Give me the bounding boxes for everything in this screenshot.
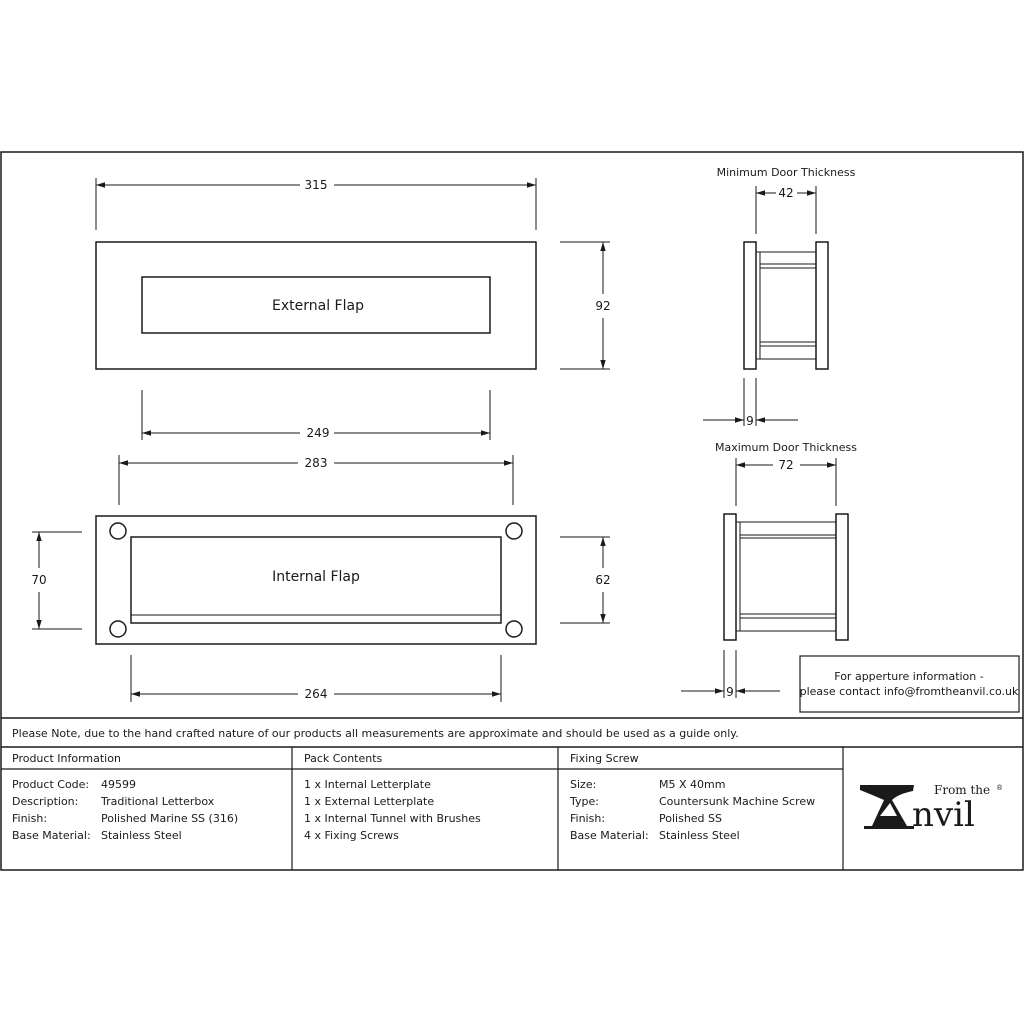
- dim-315-label: 315: [304, 178, 328, 192]
- internal-flap-label: Internal Flap: [272, 569, 360, 585]
- screw-hole-top-right: [506, 523, 522, 539]
- finish-label: Finish:: [12, 812, 48, 825]
- product-code-label: Product Code:: [12, 778, 90, 791]
- screw-material-value: Stainless Steel: [659, 829, 740, 842]
- pack-item: 1 x Internal Letterplate: [304, 778, 431, 791]
- from-the-anvil-logo: [860, 783, 1003, 835]
- aperture-info-box: [800, 656, 1019, 712]
- screw-hole-bottom-left: [110, 621, 126, 637]
- dim-62-label: 62: [595, 573, 611, 587]
- screw-hole-bottom-right: [506, 621, 522, 637]
- anvil-icon: [860, 785, 914, 829]
- dim-70-label: 70: [31, 573, 47, 587]
- screw-material-label: Base Material:: [570, 829, 649, 842]
- internal-plate: [96, 516, 536, 644]
- dim-42-label: 42: [778, 186, 794, 200]
- disclaimer-note: Please Note, due to the hand crafted nature of our products all measurements are approximate and should be used as a guide only.: [12, 727, 739, 740]
- dim-92-label: 92: [595, 299, 611, 313]
- dim-9-min-label: 9: [746, 414, 754, 428]
- screw-finish-value: Polished SS: [659, 812, 722, 825]
- dimension-70: [31, 532, 82, 629]
- screw-size-label: Size:: [570, 778, 597, 791]
- base-material-label: Base Material:: [12, 829, 91, 842]
- external-flap-label: External Flap: [272, 298, 364, 314]
- dim-9-max-label: 9: [726, 685, 734, 699]
- screw-type-value: Countersunk Machine Screw: [659, 795, 816, 808]
- min-thickness-title: Minimum Door Thickness: [716, 166, 856, 179]
- pack-contents-header: Pack Contents: [304, 752, 383, 765]
- dimension-283: [119, 455, 513, 505]
- dimension-92: [560, 242, 611, 369]
- dim-264-label: 264: [304, 687, 328, 701]
- product-information-column: [12, 752, 238, 842]
- dim-72-label: 72: [778, 458, 794, 472]
- aperture-line-1: For apperture information -: [834, 670, 984, 683]
- pack-item: 4 x Fixing Screws: [304, 829, 399, 842]
- aperture-line-2: please contact info@fromtheanvil.co.uk: [799, 685, 1019, 698]
- screw-size-value: M5 X 40mm: [659, 778, 726, 791]
- logo-main-text: nvil: [912, 795, 975, 835]
- screw-type-label: Type:: [570, 795, 599, 808]
- logo-small-text: From the: [934, 783, 991, 797]
- dimension-264: [131, 655, 501, 702]
- logo-registered-mark: ®: [996, 784, 1003, 792]
- pack-item: 1 x External Letterplate: [304, 795, 435, 808]
- max-thickness-title: Maximum Door Thickness: [714, 441, 858, 454]
- dimension-315: [96, 178, 536, 230]
- product-info-header: Product Information: [12, 752, 121, 765]
- finish-value: Polished Marine SS (316): [101, 812, 239, 825]
- pack-item: 1 x Internal Tunnel with Brushes: [304, 812, 481, 825]
- dim-249-label: 249: [306, 426, 330, 440]
- dim-283-label: 283: [304, 456, 328, 470]
- description-label: Description:: [12, 795, 79, 808]
- base-material-value: Stainless Steel: [101, 829, 182, 842]
- dimension-249: [142, 390, 490, 440]
- sheet-border: [1, 152, 1023, 870]
- dimension-62: [560, 537, 611, 623]
- maximum-door-thickness-view: [681, 441, 857, 699]
- fixing-screw-column: [569, 752, 815, 842]
- screw-hole-top-left: [110, 523, 126, 539]
- pack-contents-column: [304, 752, 481, 842]
- external-plate: [96, 242, 536, 369]
- minimum-door-thickness-view: [703, 166, 856, 428]
- description-value: Traditional Letterbox: [101, 795, 215, 808]
- fixing-screw-header: Fixing Screw: [570, 752, 639, 765]
- product-code-value: 49599: [101, 778, 136, 791]
- screw-finish-label: Finish:: [570, 812, 606, 825]
